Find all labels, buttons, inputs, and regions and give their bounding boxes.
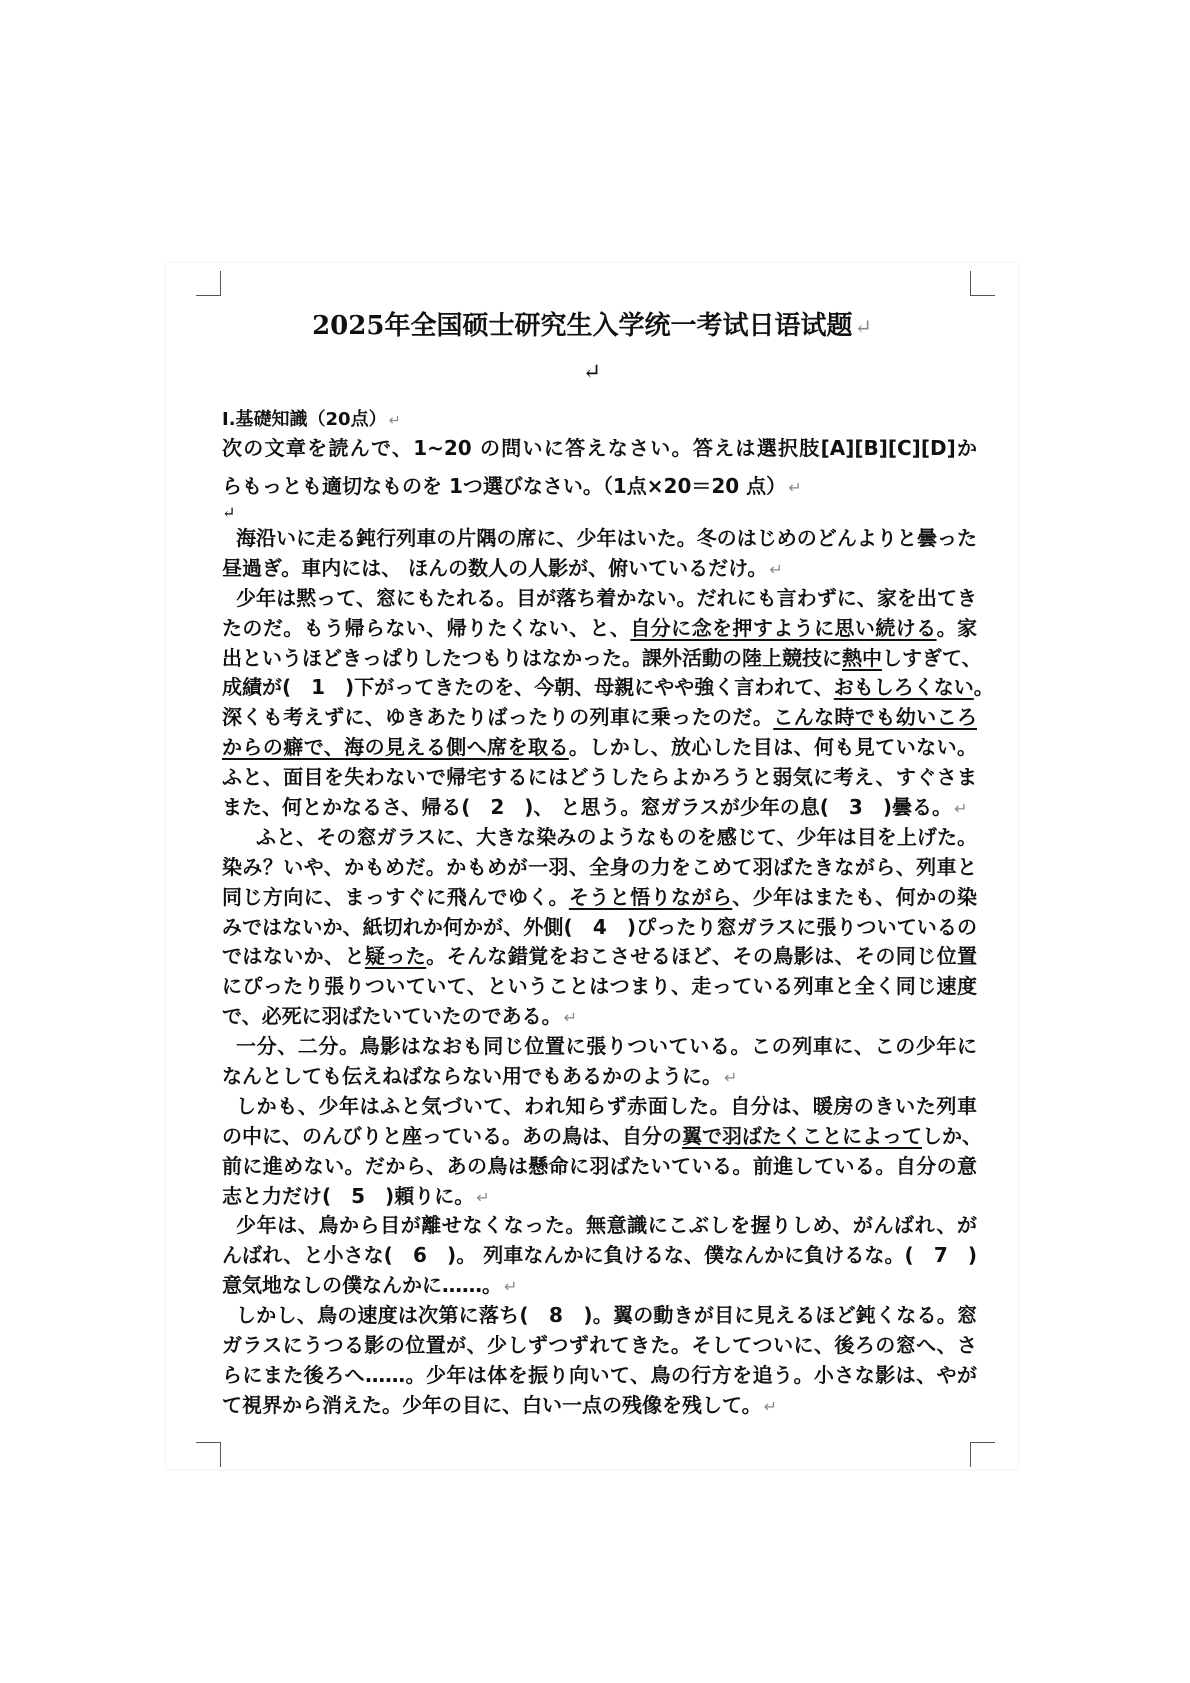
passage-text: んばれ、と小さな( 6 )。 列車なんかに負けるな、僕なんかに負けるな。( 7 ) bbox=[222, 1243, 977, 1268]
margin-corner-mark bbox=[970, 271, 995, 296]
reading-passage bbox=[222, 524, 994, 1421]
paragraph-mark-icon: ↵ bbox=[788, 478, 802, 497]
passage-line bbox=[222, 703, 977, 733]
passage-line bbox=[222, 1241, 977, 1271]
passage-text: ふと、その窓ガラスに、大きな染みのようなものを感じて、少年は目を上げた。 bbox=[236, 824, 977, 849]
passage-text: しかし、鳥の速度は次第に落ち( 8 )。翼の動きが目に見えるほど鈍くなる。窓 bbox=[236, 1303, 977, 1328]
underlined-phrase: おもしろくない bbox=[833, 675, 974, 700]
passage-line bbox=[222, 1391, 977, 1421]
passage-text: 少年は、鳥から目が離せなくなった。無意識にこぶしを握りしめ、がんばれ、が bbox=[236, 1213, 977, 1238]
section-heading-text: I.基礎知識（20点） bbox=[222, 409, 387, 430]
underlined-phrase: 疑った bbox=[364, 944, 427, 969]
passage-line bbox=[222, 1062, 977, 1092]
paragraph-mark-icon: ↵ bbox=[953, 799, 968, 819]
passage-line bbox=[222, 1032, 977, 1062]
passage-line bbox=[222, 1002, 977, 1032]
passage-line bbox=[222, 1152, 977, 1182]
passage-text: 海沿いに走る鈍行列車の片隅の席に、少年はいた。冬のはじめのどんよりと曇った bbox=[236, 526, 977, 550]
passage-line bbox=[222, 673, 994, 703]
passage-line bbox=[222, 942, 977, 972]
passage-line bbox=[222, 733, 977, 763]
margin-corner-mark bbox=[970, 1442, 995, 1467]
passage-line bbox=[222, 883, 977, 913]
passage-text: らにまた後ろへ……。少年は体を振り向いて、鳥の行方を追う。小さな影は、やが bbox=[222, 1362, 977, 1387]
passage-text: 、少年はまたも、何かの染 bbox=[732, 884, 977, 909]
passage-text: しすぎて、 bbox=[882, 645, 982, 670]
passage-text: 。そんな錯覚をおこさせるほど、その鳥影は、その同じ位置 bbox=[426, 944, 978, 969]
passage-text: 深くも考えずに、ゆきあたりばったりの列車に乗ったのだ。 bbox=[222, 705, 774, 730]
passage-line bbox=[222, 972, 977, 1002]
passage-text: にぴったり張りついていて、ということはつまり、走っている列車と全く同じ速度 bbox=[222, 974, 977, 999]
passage-text: の中に、のんびりと座っている。あの鳥は、自分の bbox=[222, 1123, 682, 1148]
underlined-phrase: こんな時でも幼いころ bbox=[773, 705, 978, 730]
passage-line bbox=[222, 614, 977, 644]
passage-line bbox=[222, 793, 977, 823]
paragraph-mark-icon: ↵ bbox=[724, 1068, 738, 1088]
passage-line bbox=[222, 1092, 977, 1122]
passage-line bbox=[222, 1271, 977, 1301]
passage-line bbox=[222, 584, 977, 614]
underlined-phrase: 熱中 bbox=[842, 645, 882, 670]
paragraph-mark-icon: ↵ bbox=[769, 559, 783, 579]
paragraph-mark-icon: ↵ bbox=[563, 1008, 578, 1028]
passage-text: 染み？いや、かもめだ。かもめが一羽、全身の力をこめて羽ばたきながら、列車と bbox=[222, 854, 977, 879]
passage-text: 。 bbox=[973, 675, 994, 700]
underlined-phrase: 自分に念を押すように思い続ける bbox=[630, 615, 937, 640]
paragraph-mark-icon: ↵ bbox=[222, 503, 236, 522]
passage-line bbox=[222, 1361, 977, 1391]
passage-text: また、何とかなるさ、帰る( 2 )、 と思う。窓ガラスが少年の息( 3 )曇る。 bbox=[222, 795, 952, 820]
passage-text: しかも、少年はふと気づいて、われ知らず赤面した。自分は、暖房のきいた列車 bbox=[236, 1093, 977, 1118]
passage-text: 前に進めない。だから、あの鳥は懸命に羽ばたいている。前進している。自分の意 bbox=[222, 1153, 977, 1178]
passage-text: 出というほどきっぱりしたつもりはなかった。課外活動の陸上競技に bbox=[222, 645, 842, 670]
margin-corner-mark bbox=[196, 1442, 221, 1467]
paragraph-mark-icon: ↵ bbox=[763, 1396, 778, 1416]
passage-text: 同じ方向に、まっすぐに飛んでゆく。 bbox=[222, 884, 569, 909]
passage-line bbox=[222, 644, 982, 674]
passage-text: 少年は黙って、窓にもたれる。目が落ち着かない。だれにも言わずに、家を出てき bbox=[236, 585, 977, 610]
paragraph-mark-icon: ↵ bbox=[582, 360, 602, 385]
passage-text: で、必死に羽ばたいていたのである。 bbox=[222, 1004, 562, 1029]
passage-text: しか、 bbox=[922, 1123, 982, 1148]
passage-line bbox=[222, 1301, 977, 1331]
document-title-text: 2025年全国硕士研究生入学统一考试日语试题 bbox=[312, 311, 853, 341]
passage-text: ガラスにうつる影の位置が、少しずつずれてきた。そしてついに、後ろの窓へ、さ bbox=[222, 1333, 977, 1358]
underlined-phrase: からの癖で、海の見える側へ席を取る bbox=[222, 735, 569, 760]
paragraph-mark-icon: ↵ bbox=[388, 413, 401, 429]
passage-text: 意気地なしの僕なんかに……。 bbox=[222, 1273, 502, 1298]
paragraph-mark-icon: ↵ bbox=[854, 315, 872, 339]
section-heading bbox=[222, 405, 401, 431]
passage-line bbox=[222, 1331, 977, 1361]
passage-text: 昼過ぎ。車内には、 ほんの数人の人影が、俯いているだけ。 bbox=[222, 555, 768, 580]
passage-line bbox=[222, 853, 977, 883]
margin-corner-mark bbox=[196, 271, 221, 296]
instructions-line bbox=[222, 470, 977, 499]
instructions-text: らもっとも適切なものを 1つ選びなさい。（1点×20＝20 点） bbox=[222, 474, 787, 498]
passage-text: 志と力だけ( 5 )頼りに。 bbox=[222, 1183, 475, 1208]
passage-line bbox=[222, 913, 977, 943]
underlined-phrase: 翼で羽ばたくことによって bbox=[682, 1123, 922, 1148]
passage-text: みではないか、紙切れか何かが、外側( 4 )ぴったり窓ガラスに張りついているの bbox=[222, 914, 977, 939]
passage-text: 。家 bbox=[936, 615, 978, 640]
passage-text: て視界から消えた。少年の目に、白い一点の残像を残して。 bbox=[222, 1392, 762, 1417]
passage-line bbox=[222, 554, 977, 584]
passage-text: 。しかし、放心した目は、何も見ていない。 bbox=[568, 735, 977, 760]
passage-line bbox=[222, 1211, 977, 1241]
passage-line bbox=[222, 823, 977, 853]
passage-line bbox=[222, 1122, 982, 1152]
document-title bbox=[166, 305, 1018, 342]
instructions-line: 次の文章を読んで、1~20 の問いに答えなさい。答えは選択肢[A][B][C][D]か bbox=[222, 436, 977, 460]
passage-text: ではないか、と bbox=[222, 944, 365, 969]
passage-text: なんとしても伝えねばならない用でもあるかのように。 bbox=[222, 1064, 722, 1089]
passage-line bbox=[222, 1182, 977, 1212]
passage-text: たのだ。もう帰らない、帰りたくない、と、 bbox=[222, 615, 631, 640]
passage-line bbox=[222, 763, 977, 793]
passage-text: ふと、面目を失わないで帰宅するにはどうしたらよかろうと弱気に考え、すぐさま bbox=[222, 765, 977, 790]
underlined-phrase: そうと悟りながら bbox=[568, 884, 733, 909]
paragraph-mark-icon: ↵ bbox=[504, 1277, 518, 1297]
passage-text: 一分、二分。鳥影はなおも同じ位置に張りついている。この列車に、この少年に bbox=[236, 1034, 977, 1059]
passage-text: 成績が( 1 )下がってきたのを、今朝、母親にやや強く言われて、 bbox=[222, 675, 834, 700]
passage-line bbox=[222, 524, 977, 554]
paragraph-mark-icon: ↵ bbox=[476, 1187, 490, 1207]
